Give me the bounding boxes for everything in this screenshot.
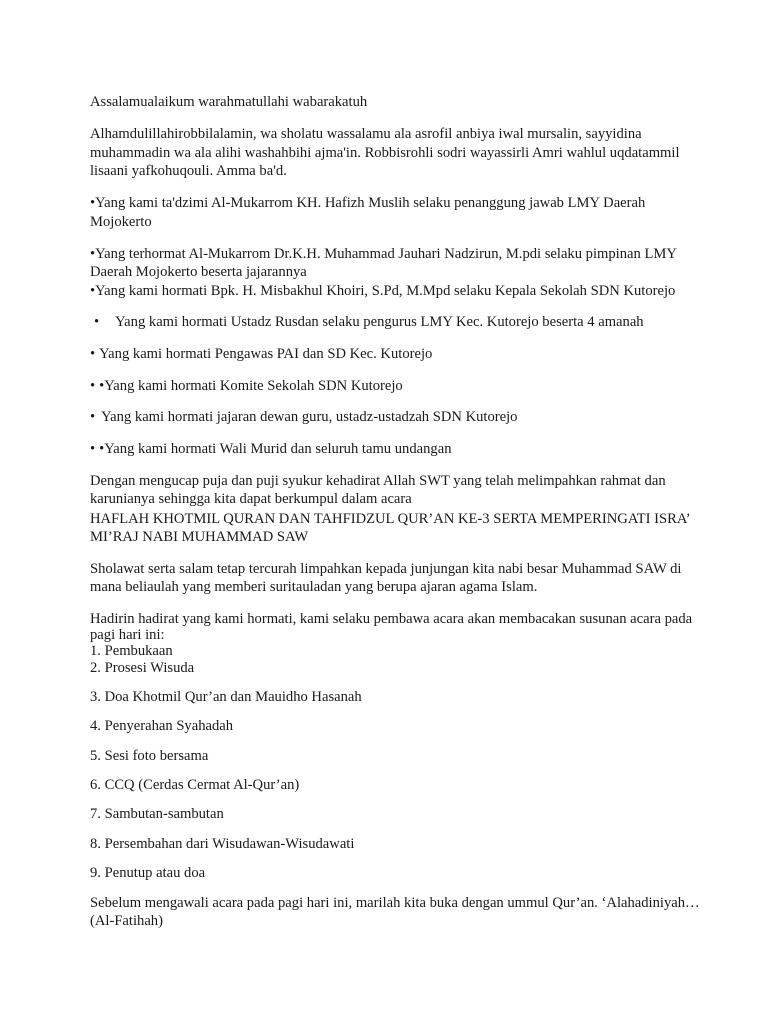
- sholawat-line-2: mana beliaulah yang memberi suritauladan yang berupa ajaran agama Islam.: [90, 579, 538, 595]
- event-title-line-2: MI’RAJ NABI MUHAMMAD SAW: [90, 529, 309, 545]
- agenda-item-3: 3. Doa Khotmil Qur’an dan Mauidho Hasanah: [90, 689, 362, 705]
- closing-line-2: (Al-Fatihah): [90, 913, 163, 929]
- agenda-item-7: 7. Sambutan-sambutan: [90, 806, 224, 822]
- bullet-text: Yang kami hormati Pengawas PAI dan SD Kec. Kutorejo: [99, 346, 433, 362]
- bullet-item-3: [90, 377, 403, 395]
- gratitude-line-2: karunianya sehingga kita dapat berkumpul dalam acara: [90, 491, 412, 507]
- opening-line-1: Alhamdulillahirobbilalamin, wa sholatu wassalamu ala asrofil anbiya iwal mursalin, sayyidina: [90, 126, 642, 142]
- agenda-intro-line-2: pagi hari ini:: [90, 627, 165, 643]
- salutation-line-3: •Yang terhormat Al-Mukarrom Dr.K.H. Muhammad Jauhari Nadzirun, M.pdi selaku pimpinan LMY: [90, 246, 677, 262]
- bullet-item-4: [90, 408, 517, 426]
- bullet-text: •Yang kami hormati Komite Sekolah SDN Kutorejo: [99, 378, 403, 394]
- greeting-text: Assalamualaikum warahmatullahi wabarakatuh: [90, 94, 368, 110]
- event-title-line-1: HAFLAH KHOTMIL QURAN DAN TAHFIDZUL QUR’AN KE-3 SERTA MEMPERINGATI ISRA’: [90, 511, 691, 527]
- opening-line-3: lisaani yafkohuqouli. Amma ba'd.: [90, 163, 287, 179]
- salutation-line-4: Daerah Mojokerto beserta jajarannya: [90, 264, 307, 280]
- bullet-text: •Yang kami hormati Wali Murid dan seluruh tamu undangan: [99, 441, 452, 457]
- closing-line-1: Sebelum mengawali acara pada pagi hari ini, marilah kita buka dengan ummul Qur’an. ‘Alahadiniyah…: [90, 895, 700, 911]
- bullet-marker: •: [94, 314, 100, 330]
- agenda-item-9: 9. Penutup atau doa: [90, 865, 206, 881]
- agenda-item-1: 1. Pembukaan: [90, 643, 173, 659]
- bullet-text: Yang kami hormati jajaran dewan guru, ustadz-ustadzah SDN Kutorejo: [101, 409, 518, 425]
- bullet-marker: •: [90, 409, 96, 425]
- bullet-item-2: [90, 345, 432, 363]
- agenda-intro-line-1: Hadirin hadirat yang kami hormati, kami selaku pembawa acara akan membacakan susunan acara pada: [90, 611, 693, 627]
- opening-line-2: muhammadin wa ala alihi washahbihi ajma'in. Robbisrohli sodri wayassirli Amri wahlul uqdatammil: [90, 145, 680, 161]
- salutation-line-2: Mojokerto: [90, 214, 152, 230]
- sholawat-line-1: Sholawat serta salam tetap tercurah limpahkan kepada junjungan kita nabi besar Muhammad SAW di: [90, 561, 682, 577]
- salutation-line-5: •Yang kami hormati Bpk. H. Misbakhul Khoiri, S.Pd, M.Mpd selaku Kepala Sekolah SDN Kutorejo: [90, 283, 676, 299]
- agenda-item-2: 2. Prosesi Wisuda: [90, 660, 195, 676]
- agenda-item-6: 6. CCQ (Cerdas Cermat Al-Qur’an): [90, 777, 300, 793]
- salutation-line-1: •Yang kami ta'dzimi Al-Mukarrom KH. Hafizh Muslih selaku penanggung jawab LMY Daerah: [90, 195, 646, 211]
- bullet-text: Yang kami hormati Ustadz Rusdan selaku pengurus LMY Kec. Kutorejo beserta 4 amanah: [115, 314, 644, 330]
- gratitude-line-1: Dengan mengucap puja dan puji syukur kehadirat Allah SWT yang telah melimpahkan rahmat dan: [90, 473, 666, 489]
- agenda-item-8: 8. Persembahan dari Wisudawan-Wisudawati: [90, 836, 355, 852]
- bullet-item-1: [94, 313, 644, 331]
- agenda-item-4: 4. Penyerahan Syahadah: [90, 718, 234, 734]
- bullet-item-5: [90, 440, 452, 458]
- agenda-item-5: 5. Sesi foto bersama: [90, 748, 209, 764]
- bullet-marker: •: [90, 346, 96, 362]
- bullet-marker: •: [90, 378, 96, 394]
- bullet-marker: •: [90, 441, 96, 457]
